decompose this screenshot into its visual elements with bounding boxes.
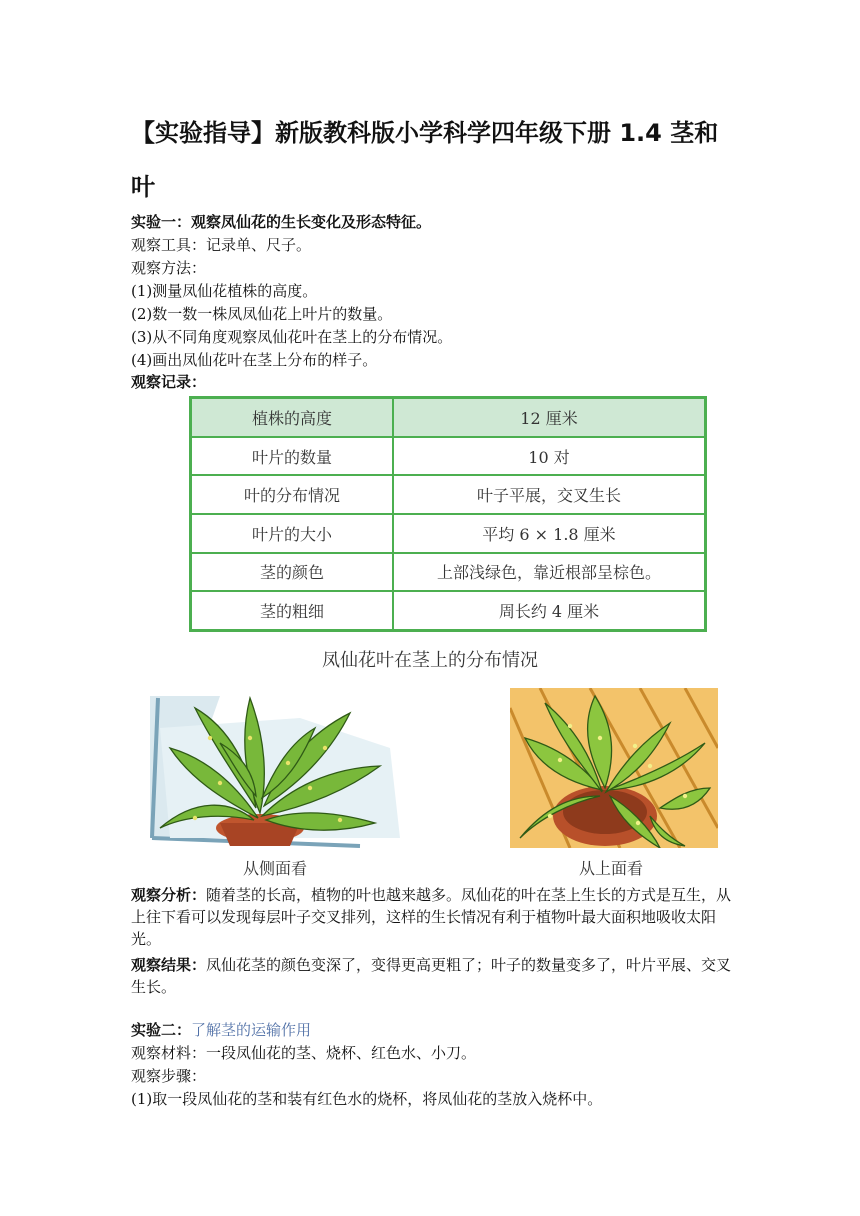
analysis-label: 观察分析： [131,886,207,904]
table-cell-value: 10 对 [393,437,706,476]
exp2-materials: 观察材料：一段凤仙花的茎、烧杯、红色水、小刀。 [131,1044,477,1062]
table-cell-item: 植株的高度 [191,398,394,437]
observation-record-table [189,396,707,632]
result-text: 凤仙花茎的颜色变深了，变得更高更粗了；叶子的数量变多了，叶片平展、交叉生长。 [131,956,732,996]
result-label: 观察结果： [131,956,207,974]
exp1-heading: 实验一：观察凤仙花的生长变化及形态特征。 [131,213,432,231]
table-row [191,437,706,476]
caption-top-view: 从上面看 [578,859,643,878]
analysis-text: 随着茎的长高，植物的叶也越来越多。凤仙花的叶在茎上生长的方式是互生，从上往下看可以发现每层叶子交叉排列，这样的生长情况有利于植物叶最大面积地吸收太阳光。 [131,886,732,948]
table-cell-value: 叶子平展，交叉生长 [393,475,706,514]
potted-plant-side-illustration [150,688,408,848]
exp2-heading [131,1020,311,1041]
table-row [191,553,706,592]
exp1-step-4: (4)画出凤仙花叶在茎上分布的样子。 [131,351,378,369]
exp1-method-label: 观察方法： [131,259,207,277]
document-title: 【实验指导】新版教科版小学科学四年级下册 1.4 茎和叶 [131,119,719,201]
table-row [191,398,706,437]
table-cell-value: 平均 6 × 1.8 厘米 [393,514,706,553]
exp1-step-2: (2)数一数一株凤凤仙花上叶片的数量。 [131,305,393,323]
exp1-tools: 观察工具：记录单、尺子。 [131,236,312,254]
exp1-step-3: (3)从不同角度观察凤仙花叶在茎上的分布情况。 [131,328,453,346]
exp2-step-1: (1)取一段凤仙花的茎和装有红色水的烧杯，将凤仙花的茎放入烧杯中。 [131,1090,603,1108]
table-cell-item: 茎的粗细 [191,591,394,630]
potted-plant-top-illustration [510,688,718,848]
table-row [191,475,706,514]
exp1-record-label: 观察记录： [131,373,207,391]
exp2-steps-label: 观察步骤： [131,1067,207,1085]
figure-title: 凤仙花叶在茎上的分布情况 [322,650,538,671]
table-row [191,591,706,630]
table-cell-item: 叶片的数量 [191,437,394,476]
exp1-step-1: (1)测量凤仙花植株的高度。 [131,282,318,300]
table-cell-value: 周长约 4 厘米 [393,591,706,630]
table-cell-item: 叶的分布情况 [191,475,394,514]
table-cell-value: 上部浅绿色，靠近根部呈棕色。 [393,553,706,592]
caption-side-view: 从侧面看 [242,859,307,878]
table-cell-item: 叶片的大小 [191,514,394,553]
analysis-paragraph [131,884,737,950]
result-paragraph [131,954,737,998]
table-row [191,514,706,553]
exp2-heading-label: 实验二： [131,1021,192,1039]
exp2-heading-text: 了解茎的运输作用 [191,1021,312,1039]
table-cell-value: 12 厘米 [393,398,706,437]
table-cell-item: 茎的颜色 [191,553,394,592]
